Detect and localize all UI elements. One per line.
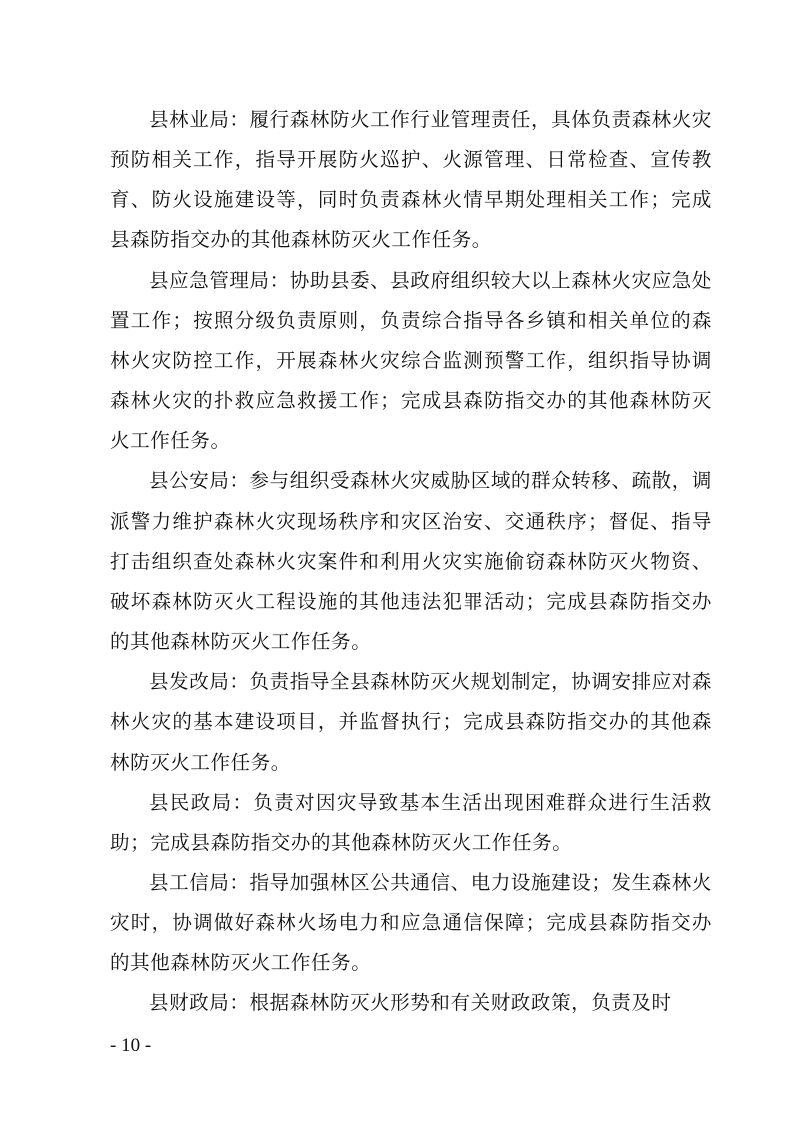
paragraph-industry-information-bureau: 县工信局：指导加强林区公共通信、电力设施建设；发生森林火灾时，协调做好森林火场电力和应急通信保障；完成县森防指交办的其他森林防灭火工作任务。 <box>110 870 712 975</box>
paragraph-public-security-bureau: 县公安局：参与组织受森林火灾威胁区域的群众转移、疏散，调派警力维护森林火灾现场秩序和灾区治安、交通秩序；督促、指导打击组织查处森林火灾案件和利用火灾实施偷窃森林防灭火物资、破坏森林防灭火工程设施的其他违法犯罪活动；完成县森防指交办的其他森林防灭火工作任务。 <box>110 469 712 654</box>
paragraph-finance-bureau: 县财政局：根据森林防灭火形势和有关财政政策，负责及时 <box>149 991 672 1015</box>
paragraph-civil-affairs-bureau: 县民政局：负责对因灾导致基本生活出现困难群众进行生活救助；完成县森防指交办的其他森林防灭火工作任务。 <box>110 790 712 854</box>
paragraph-development-reform-bureau: 县发改局：负责指导全县森林防灭火规划制定，协调安排应对森林火灾的基本建设项目，并监督执行；完成县森防指交办的其他森林防灭火工作任务。 <box>110 670 712 774</box>
document-body <box>110 100 712 1024</box>
paragraph-emergency-management-bureau: 县应急管理局：协助县委、县政府组织较大以上森林火灾应急处置工作；按照分级负责原则，负责综合指导各乡镇和相关单位的森林火灾防控工作，开展森林火灾综合监测预警工作，组织指导协调森林火灾的扑救应急救援工作；完成县森防指交办的其他森林防灭火工作任务。 <box>110 268 712 453</box>
paragraph-forestry-bureau: 县林业局：履行森林防火工作行业管理责任，具体负责森林火灾预防相关工作，指导开展防火巡护、火源管理、日常检查、宣传教育、防火设施建设等，同时负责森林火情早期处理相关工作；完成县森防指交办的其他森林防灭火工作任务。 <box>110 108 712 252</box>
page-number: - 10 - <box>110 1035 152 1056</box>
